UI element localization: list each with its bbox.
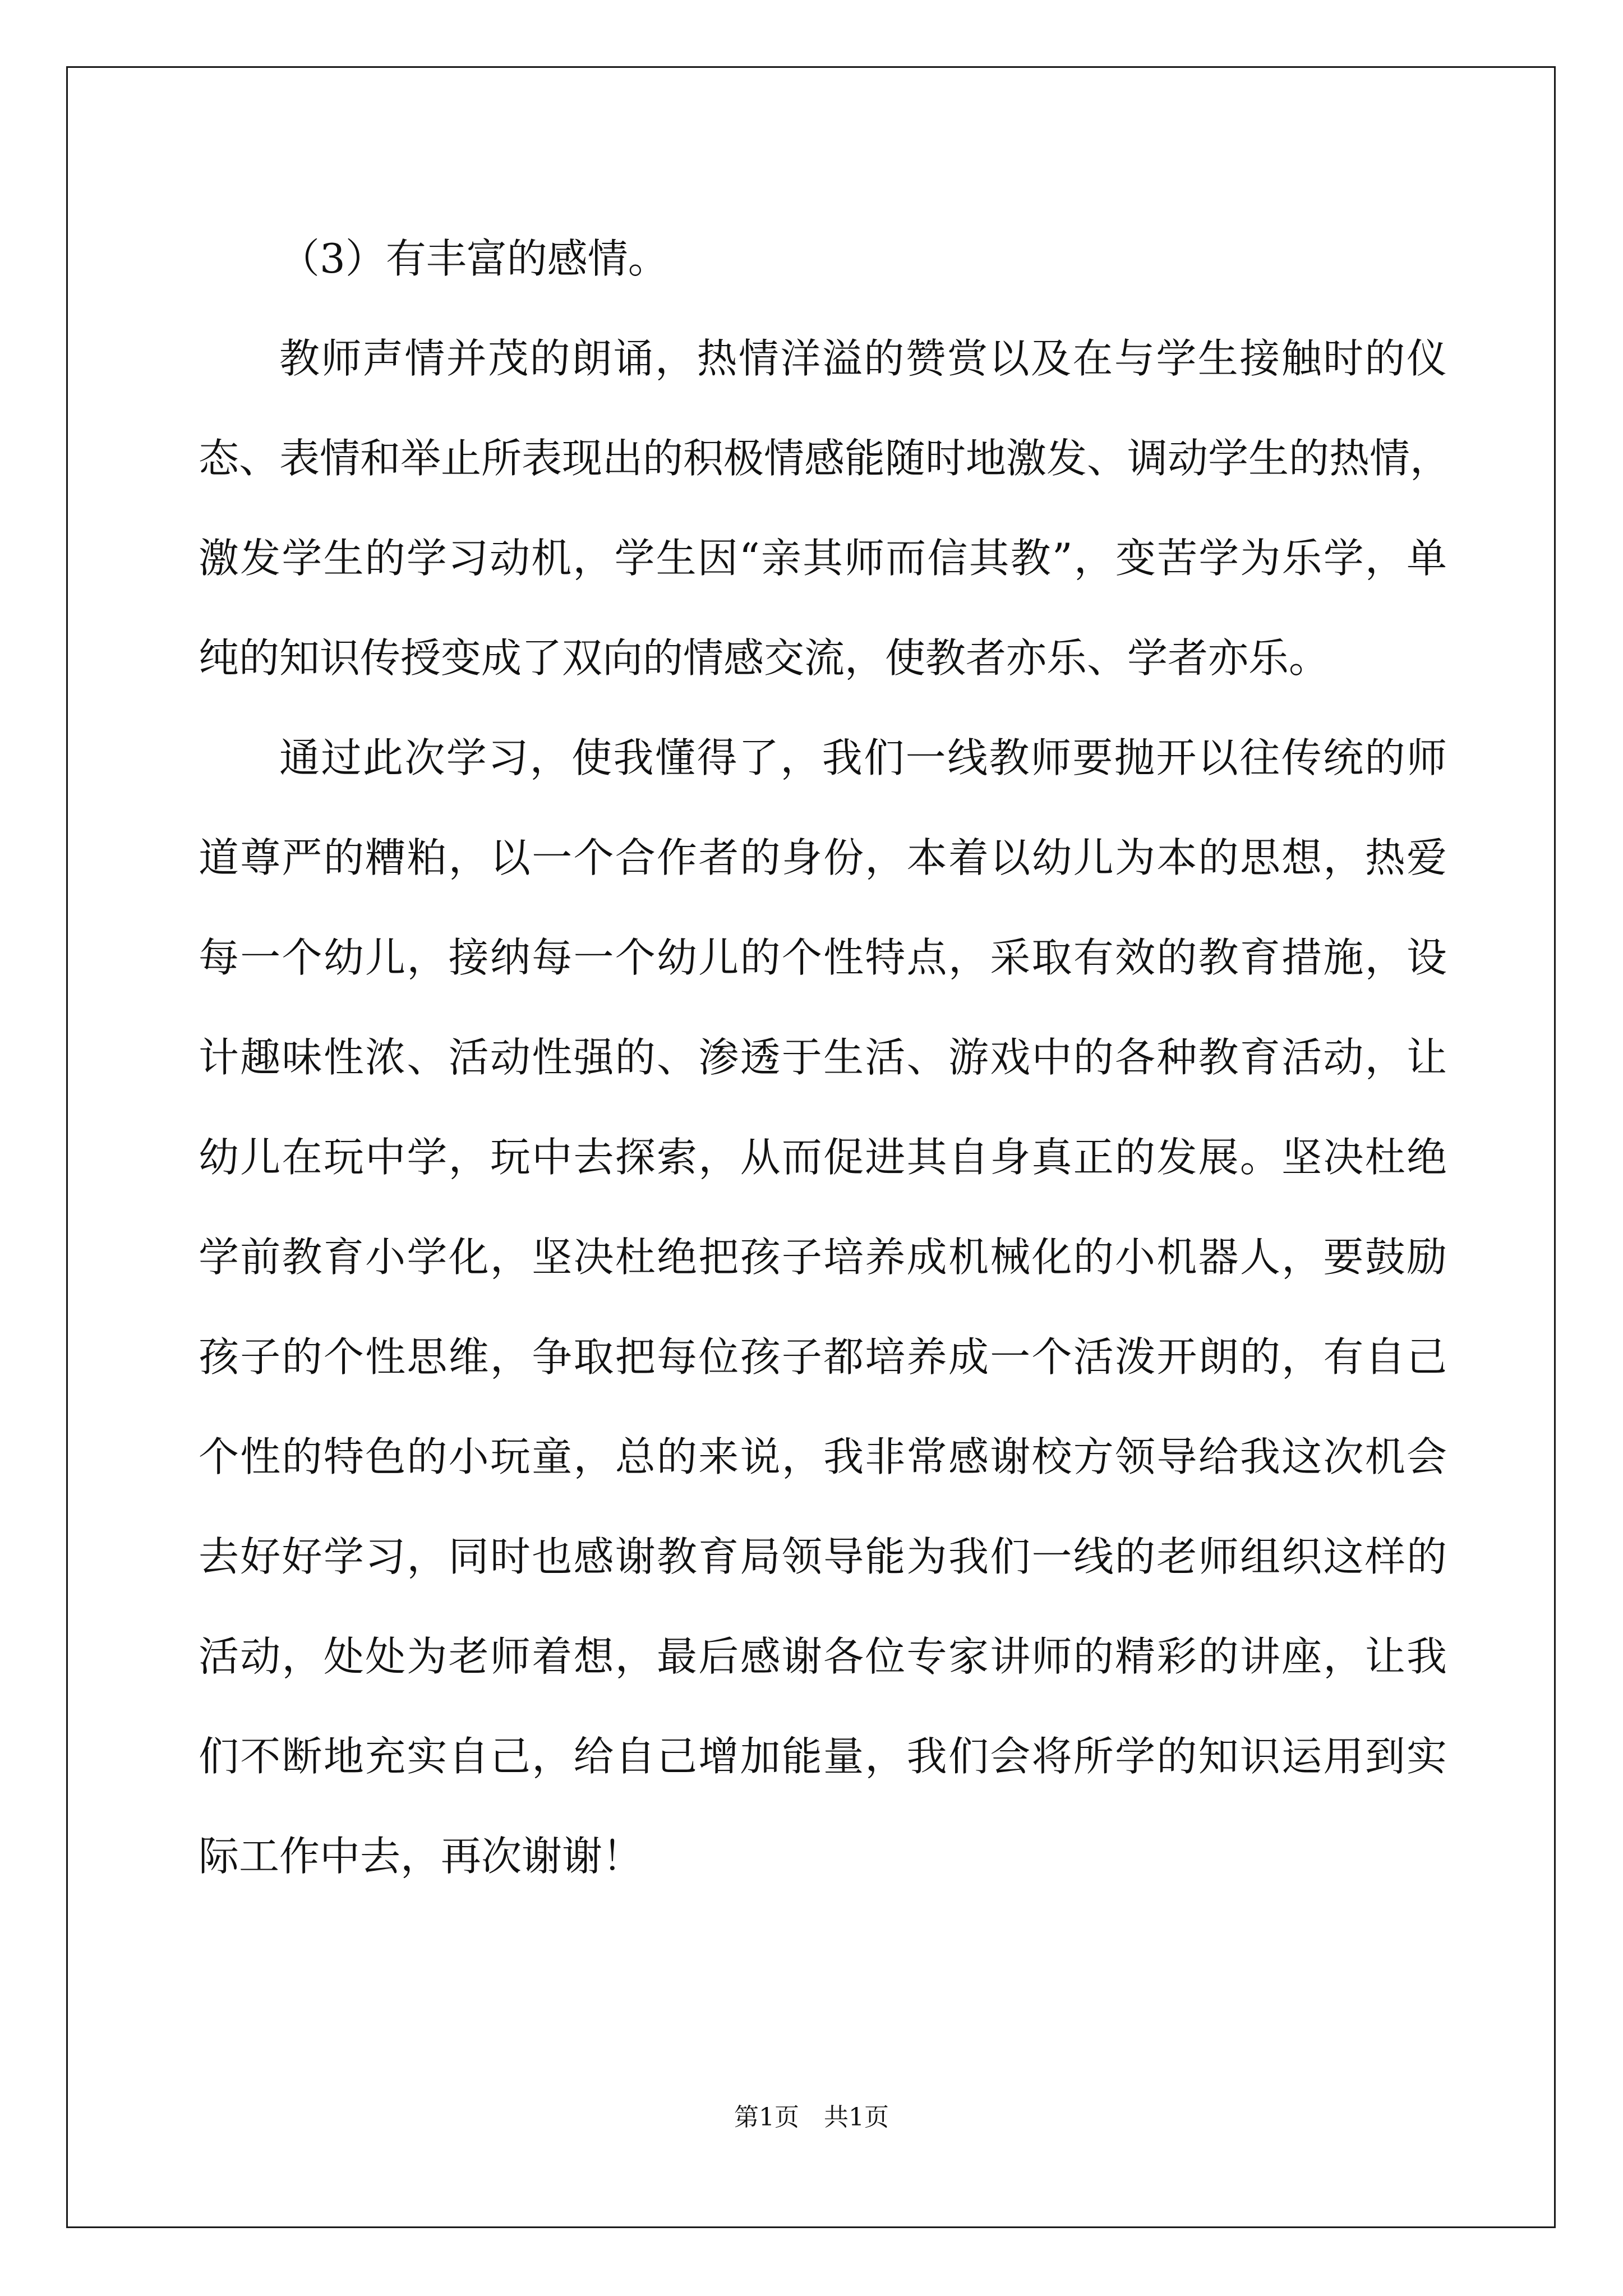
paragraph-line: 每一个幼儿，接纳每一个幼儿的个性特点，采取有效的教育措施，设 [199, 934, 1447, 981]
paragraph-line: 激发学生的学习动机，学生因“亲其师而信其教”，变苦学为乐学，单 [199, 535, 1447, 582]
paragraph-line: 孩子的个性思维，争取把每位孩子都培养成一个活泼开朗的，有自己 [199, 1333, 1447, 1381]
paragraph-line: 们不断地充实自己，给自己增加能量，我们会将所学的知识运用到实 [199, 1733, 1447, 1780]
paragraph-line: 活动，处处为老师着想，最后感谢各位专家讲师的精彩的讲座，让我 [199, 1633, 1447, 1680]
paragraph-line: 际工作中去，再次谢谢！ [199, 1833, 643, 1880]
paragraph-line: 学前教育小学化，坚决杜绝把孩子培养成机械化的小机器人，要鼓励 [199, 1234, 1447, 1281]
section-heading: （3）有丰富的感情。 [279, 235, 668, 282]
page-footer: 第1页 共1页 [734, 2103, 889, 2132]
paragraph-line: 态、表情和举止所表现出的积极情感能随时地激发、调动学生的热情， [199, 435, 1451, 482]
paragraph-line: 通过此次学习，使我懂得了，我们一线教师要抛开以往传统的师 [279, 734, 1447, 781]
paragraph-line: 幼儿在玩中学，玩中去探索，从而促进其自身真正的发展。坚决杜绝 [199, 1134, 1447, 1181]
paragraph-line: 去好好学习，同时也感谢教育局领导能为我们一线的老师组织这样的 [199, 1533, 1447, 1580]
paragraph-line: 纯的知识传授变成了双向的情感交流，使教者亦乐、学者亦乐。 [199, 634, 1330, 682]
paragraph-line: 教师声情并茂的朗诵，热情洋溢的赞赏以及在与学生接触时的仪 [279, 335, 1447, 382]
document-body [199, 209, 1451, 1906]
paragraph-line: 计趣味性浓、活动性强的、渗透于生活、游戏中的各种教育活动，让 [199, 1034, 1447, 1081]
paragraph-line: 道尊严的糟粕，以一个合作者的身份，本着以幼儿为本的思想，热爱 [199, 834, 1447, 881]
paragraph-line: 个性的特色的小玩童，总的来说，我非常感谢校方领导给我这次机会 [199, 1433, 1447, 1480]
